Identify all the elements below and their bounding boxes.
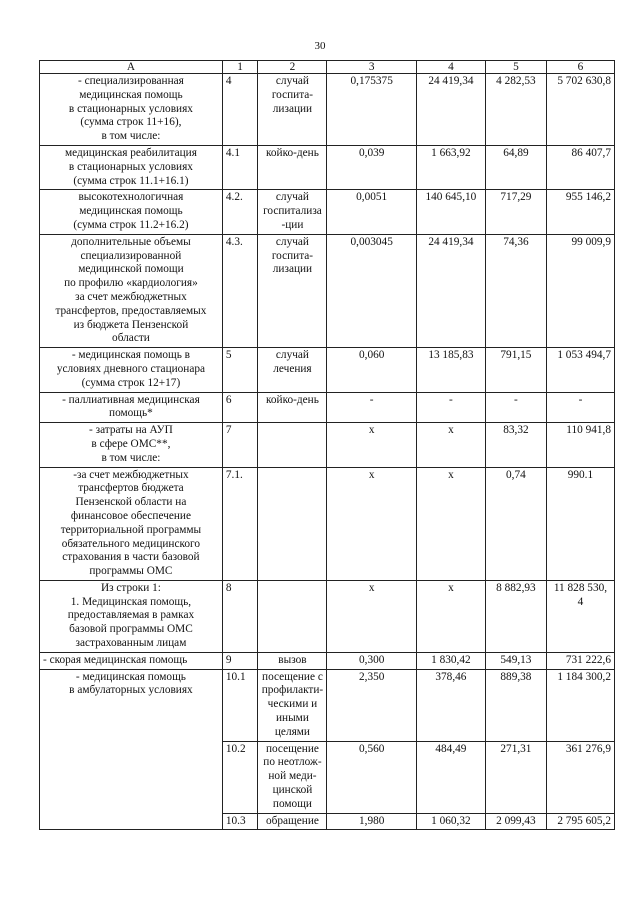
total-cell: 110 941,8 [546,423,614,467]
cost-cell: 13 185,83 [416,348,485,392]
volume-cell: 0,039 [327,145,416,189]
per-capita-cell: 74,36 [485,234,546,347]
header-cell: А [40,61,223,74]
table-row [40,74,615,146]
total-cell: 2 795 605,2 [546,813,614,830]
table-header-row [40,61,615,74]
row-number: 7 [222,423,258,467]
volume-cell: - [327,392,416,423]
table-row [40,580,615,652]
table-row [40,652,615,669]
row-number: 7.1. [222,467,258,580]
total-cell: 1 053 494,7 [546,348,614,392]
row-label: дополнительные объемы специализированной медицинской помощи по профилю «кардиология» за счет межбюджетных трансфертов, предоставляемых из бюджета Пензенской области [40,234,223,347]
row-label: - специализированная медицинская помощь в стационарных условиях (сумма строк 11+16), в том числе: [40,74,223,146]
total-cell: 361 276,9 [546,741,614,813]
header-cell: 2 [258,61,327,74]
page-number: 30 [314,40,326,52]
volume-cell: 1,980 [327,813,416,830]
row-label: высокотехнологичная медицинская помощь (сумма строк 11.2+16.2) [40,190,223,234]
volume-cell: 2,350 [327,669,416,741]
cost-cell: - [416,392,485,423]
row-number: 10.2 [222,741,258,813]
unit-cell: посещение с профилакти- ческими и иными целями [258,669,327,741]
total-cell: 99 009,9 [546,234,614,347]
table-row [40,190,615,234]
per-capita-cell: 889,38 [485,669,546,741]
per-capita-cell: 64,89 [485,145,546,189]
volume-cell: 0,003045 [327,234,416,347]
per-capita-cell: 791,15 [485,348,546,392]
volume-cell: х [327,423,416,467]
table-row [40,145,615,189]
unit-cell: койко-день [258,392,327,423]
volume-cell: 0,175375 [327,74,416,146]
header-cell: 5 [485,61,546,74]
table-row [40,392,615,423]
cost-cell: 24 419,34 [416,74,485,146]
financial-table [39,60,615,830]
unit-cell: койко-день [258,145,327,189]
unit-cell: посещение по неотлож- ной меди- цинской помощи [258,741,327,813]
row-number: 4.2. [222,190,258,234]
row-number: 9 [222,652,258,669]
header-cell: 6 [546,61,614,74]
unit-cell [258,467,327,580]
header-cell: 3 [327,61,416,74]
volume-cell: 0,0051 [327,190,416,234]
row-number: 10.1 [222,669,258,741]
volume-cell: х [327,467,416,580]
cost-cell: 1 060,32 [416,813,485,830]
total-cell: - [546,392,614,423]
table-row [40,669,615,741]
per-capita-cell: 549,13 [485,652,546,669]
unit-cell [258,580,327,652]
per-capita-cell: 717,29 [485,190,546,234]
per-capita-cell: 8 882,93 [485,580,546,652]
row-label: - медицинская помощь в условиях дневного стационара (сумма строк 12+17) [40,348,223,392]
row-label: -за счет межбюджетных трансфертов бюджета Пензенской области на финансовое обеспечение территориальной программы обязательного медицинского страхования в части базовой программы ОМС [40,467,223,580]
cost-cell: 484,49 [416,741,485,813]
total-cell: 86 407,7 [546,145,614,189]
row-number: 8 [222,580,258,652]
volume-cell: 0,060 [327,348,416,392]
cost-cell: х [416,467,485,580]
row-label: - медицинская помощь в амбулаторных условиях [40,669,223,830]
per-capita-cell: 4 282,53 [485,74,546,146]
total-cell: 955 146,2 [546,190,614,234]
cost-cell: 140 645,10 [416,190,485,234]
unit-cell: случай госпита- лизации [258,234,327,347]
unit-cell: случай госпитализа -ции [258,190,327,234]
cost-cell: 24 419,34 [416,234,485,347]
cost-cell: 1 830,42 [416,652,485,669]
per-capita-cell: 2 099,43 [485,813,546,830]
cost-cell: 1 663,92 [416,145,485,189]
row-number: 10.3 [222,813,258,830]
row-label: медицинская реабилитация в стационарных условиях (сумма строк 11.1+16.1) [40,145,223,189]
cost-cell: 378,46 [416,669,485,741]
per-capita-cell: - [485,392,546,423]
row-number: 4.1 [222,145,258,189]
row-label: Из строки 1: 1. Медицинская помощь, предоставляемая в рамках базовой программы ОМС застрахованным лицам [40,580,223,652]
table-row [40,348,615,392]
total-cell: 1 184 300,2 [546,669,614,741]
row-number: 4.3. [222,234,258,347]
row-label: - скорая медицинская помощь [40,652,223,669]
volume-cell: 0,300 [327,652,416,669]
total-cell: 11 828 530, 4 [546,580,614,652]
volume-cell: 0,560 [327,741,416,813]
row-label: - паллиативная медицинская помощь* [40,392,223,423]
per-capita-cell: 0,74 [485,467,546,580]
unit-cell [258,423,327,467]
per-capita-cell: 271,31 [485,741,546,813]
unit-cell: случай госпита- лизации [258,74,327,146]
volume-cell: х [327,580,416,652]
total-cell: 5 702 630,8 [546,74,614,146]
cost-cell: х [416,580,485,652]
row-number: 4 [222,74,258,146]
table-row [40,423,615,467]
total-cell: 990.1 [546,467,614,580]
table-row [40,467,615,580]
cost-cell: х [416,423,485,467]
per-capita-cell: 83,32 [485,423,546,467]
row-number: 6 [222,392,258,423]
table-row [40,234,615,347]
row-label: - затраты на АУП в сфере ОМС**, в том числе: [40,423,223,467]
row-number: 5 [222,348,258,392]
unit-cell: случай лечения [258,348,327,392]
unit-cell: обращение [258,813,327,830]
header-cell: 1 [222,61,258,74]
header-cell: 4 [416,61,485,74]
unit-cell: вызов [258,652,327,669]
total-cell: 731 222,6 [546,652,614,669]
